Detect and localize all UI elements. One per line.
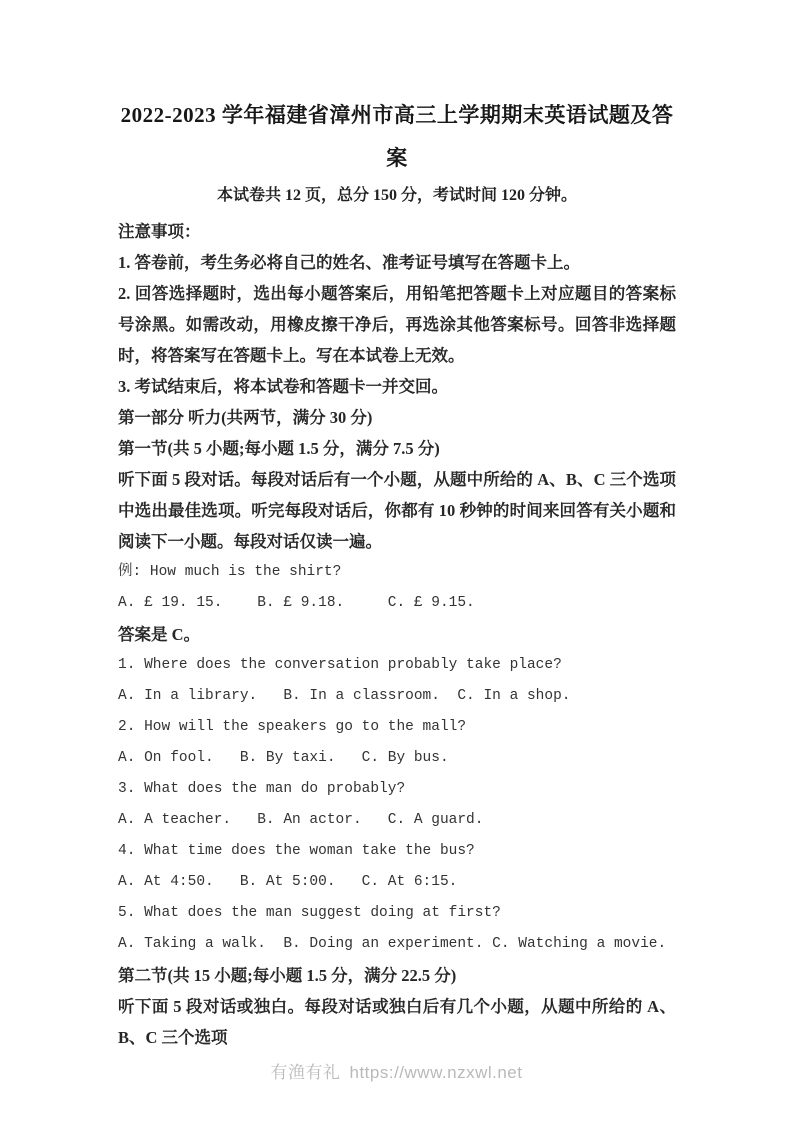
paragraph: 2. How will the speakers go to the mall? — [118, 719, 467, 735]
document-title-line2: 案 — [386, 146, 408, 170]
paragraph: A. A teacher. B. An actor. C. A guard. — [118, 812, 484, 828]
paragraph: 3. What does the man do probably? — [118, 781, 406, 797]
paragraph: 5. What does the man suggest doing at first? — [118, 905, 501, 921]
watermark — [0, 1058, 793, 1083]
paragraph: 答案是 C。 — [118, 625, 201, 644]
watermark-url: https://www.nzxwl.net — [349, 1063, 523, 1082]
paragraph: 第一节(共 5 小题;每小题 1.5 分，满分 7.5 分) — [118, 439, 440, 458]
paragraph: A. At 4:50. B. At 5:00. C. At 6:15. — [118, 874, 458, 890]
paragraph: 3. 考试结束后，将本试卷和答题卡一并交回。 — [118, 377, 448, 396]
paragraph: 第二节(共 15 小题;每小题 1.5 分，满分 22.5 分) — [118, 966, 457, 985]
watermark-site-name: 有渔有礼 — [270, 1063, 341, 1082]
paragraph: A. On fool. B. By taxi. C. By bus. — [118, 750, 449, 766]
paragraph: 听下面 5 段对话。每段对话后有一个小题，从题中所给的 A、B、C 三个选项中选出最佳选项。听完每段对话后，你都有 10 秒钟的时间来回答有关小题和阅读下一小题。每段对话仅读一遍。 — [118, 470, 676, 551]
paragraph: 4. What time does the woman take the bus? — [118, 843, 475, 859]
exam-info-line: 本试卷共 12 页，总分 150 分，考试时间 120 分钟。 — [216, 187, 577, 204]
paragraph: A. £ 19. 15. B. £ 9.18. C. £ 9.15. — [118, 595, 475, 611]
paragraph: A. In a library. B. In a classroom. C. In a shop. — [118, 688, 571, 704]
paragraph: 2. 回答选择题时，选出每小题答案后，用铅笔把答题卡上对应题目的答案标号涂黑。如需改动，用橡皮擦干净后，再选涂其他答案标号。回答非选择题时，将答案写在答题卡上。写在本试卷上无效。 — [118, 284, 676, 365]
paragraph: 1. Where does the conversation probably take place? — [118, 657, 562, 673]
paragraph: A. Taking a walk. B. Doing an experiment. C. Watching a movie. — [118, 936, 667, 952]
paragraph: 1. 答卷前，考生务必将自己的姓名、准考证号填写在答题卡上。 — [118, 253, 580, 272]
document-title-line1: 2022-2023 学年福建省漳州市高三上学期期末英语试题及答 — [120, 103, 674, 127]
paragraph: 第一部分 听力(共两节，满分 30 分) — [118, 408, 373, 427]
paragraph: 听下面 5 段对话或独白。每段对话或独白后有几个小题，从题中所给的 A、B、C 三个选项 — [118, 997, 676, 1047]
paragraph: 注意事项： — [118, 222, 201, 241]
paragraph: 例: How much is the shirt? — [118, 564, 342, 580]
document-body — [118, 216, 676, 1053]
